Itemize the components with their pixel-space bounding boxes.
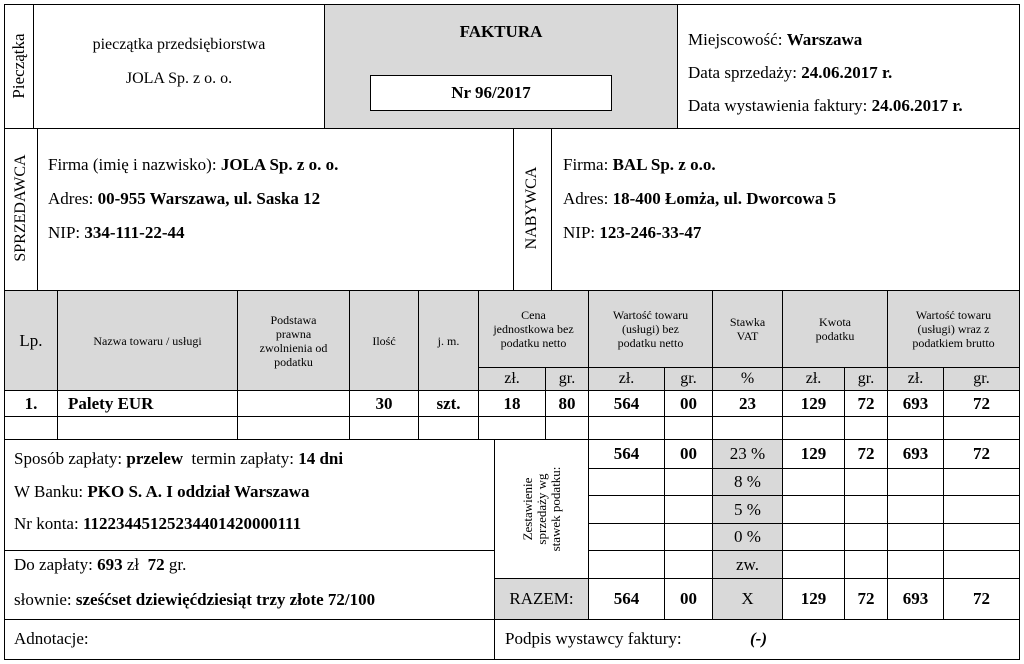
sumzw-gross-zl [887, 550, 944, 579]
sumzw-gross-gr [943, 550, 1020, 579]
sum0-net-gr [664, 523, 713, 551]
sum-rate-23: 23 % [712, 439, 783, 469]
row2-gross-zl [887, 416, 944, 440]
buyer-name-value: BAL Sp. z o.o. [612, 155, 716, 174]
total-tax-gr: 72 [844, 578, 888, 620]
sum-rate-0: 0 % [712, 523, 783, 551]
stamp-company: JOLA Sp. z o. o. [125, 70, 233, 87]
summary-side-label [521, 439, 563, 579]
issue-date-line [688, 96, 963, 116]
invoice-number-box: Nr 96/2017 [370, 75, 612, 111]
sum5-net-gr [664, 495, 713, 524]
payment-term-label: termin zapłaty: [191, 449, 294, 468]
sum23-gross-gr: 72 [943, 439, 1020, 469]
buyer-side-label: NABYWCA [523, 166, 540, 250]
col-price-header: Cena jednostkowa bez podatku netto [478, 290, 589, 368]
sumzw-tax-gr [844, 550, 888, 579]
seller-nip-line [48, 223, 184, 243]
seller-cell [37, 128, 514, 291]
amount-due-zl: 693 [97, 555, 123, 574]
sub-price-zl: zł. [478, 367, 546, 391]
sum0-tax-gr [844, 523, 888, 551]
seller-address-label: Adres: [48, 189, 94, 208]
sub-tax-gr: gr. [844, 367, 888, 391]
sub-net-gr: gr. [664, 367, 713, 391]
sum8-tax-gr [844, 468, 888, 496]
col-unit-header: j. m. [418, 290, 479, 391]
col-tax-header: Kwota podatku [782, 290, 888, 368]
bank-label: W Banku: [14, 482, 84, 501]
sub-gross-zl: zł. [887, 367, 944, 391]
sub-price-gr: gr. [545, 367, 589, 391]
total-gross-gr: 72 [943, 578, 1020, 620]
stamp-text: pieczątka przedsiębiorstwa [92, 36, 266, 53]
col-lp-header: Lp. [4, 290, 58, 391]
stamp-side-label: Pieczątka [9, 33, 28, 99]
row2-net-gr [664, 416, 713, 440]
row1-gross-zl: 693 [887, 390, 944, 417]
row1-tax-zl: 129 [782, 390, 845, 417]
sum5-gross-gr [943, 495, 1020, 524]
sum8-net-gr [664, 468, 713, 496]
signature-value: (-) [750, 629, 767, 648]
row2-price-zl [478, 416, 546, 440]
buyer-name-line [563, 155, 716, 175]
total-label: RAZEM: [494, 578, 589, 620]
sub-net-zl: zł. [588, 367, 665, 391]
place-value: Warszawa [786, 30, 863, 49]
row2-unit [418, 416, 479, 440]
sum-rate-zw: zw. [712, 550, 783, 579]
account-line [14, 514, 301, 534]
seller-nip-label: NIP: [48, 223, 81, 242]
row2-basis [237, 416, 350, 440]
total-net-gr: 00 [664, 578, 713, 620]
notes-label: Adnotacje: [14, 629, 89, 648]
payment-method-label: Sposób zapłaty: [14, 449, 123, 468]
sum8-gross-gr [943, 468, 1020, 496]
col-net-header: Wartość towaru (usługi) bez podatku netto [588, 290, 713, 368]
account-value: 11223445125234401420000111 [82, 514, 302, 533]
row1-basis [237, 390, 350, 417]
sum23-gross-zl: 693 [887, 439, 944, 469]
sum23-tax-gr: 72 [844, 439, 888, 469]
buyer-nip-label: NIP: [563, 223, 596, 242]
col-basis-header: Podstawa prawna zwolnienia od podatku [237, 290, 350, 391]
row2-tax-zl [782, 416, 845, 440]
amount-words-line [14, 590, 375, 610]
row2-gross-gr [943, 416, 1020, 440]
col-gross-header: Wartość towaru (usługi) wraz z podatkiem brutto [887, 290, 1020, 368]
sum8-net-zl [588, 468, 665, 496]
place-label: Miejscowość: [688, 30, 783, 49]
seller-address-value: 00-955 Warszawa, ul. Saska 12 [97, 189, 321, 208]
row1-net-gr: 00 [664, 390, 713, 417]
row1-vat: 23 [712, 390, 783, 417]
sub-gross-gr: gr. [943, 367, 1020, 391]
payment-method-line [14, 449, 343, 469]
sum5-tax-gr [844, 495, 888, 524]
sumzw-net-zl [588, 550, 665, 579]
col-vat-header: Stawka VAT [712, 290, 783, 368]
document-title: FAKTURA [459, 22, 543, 41]
total-gross-zl: 693 [887, 578, 944, 620]
buyer-name-label: Firma: [563, 155, 609, 174]
row2-vat [712, 416, 783, 440]
sum23-tax-zl: 129 [782, 439, 845, 469]
row2-price-gr [545, 416, 589, 440]
seller-name-value: JOLA Sp. z o. o. [220, 155, 339, 174]
amount-words-label: słownie: [14, 590, 72, 609]
sum0-gross-gr [943, 523, 1020, 551]
row1-price-zl: 18 [478, 390, 546, 417]
summary-side-label-1: Zestawienie [520, 477, 535, 541]
col-name-header: Nazwa towaru / usługi [57, 290, 238, 391]
row2-net-zl [588, 416, 665, 440]
sum0-net-zl [588, 523, 665, 551]
bank-value: PKO S. A. I oddział Warszawa [87, 482, 310, 501]
sum-rate-5: 5 % [712, 495, 783, 524]
payment-term-value: 14 dni [298, 449, 344, 468]
amount-due-zl-unit: zł [126, 555, 140, 574]
total-vat: X [712, 578, 783, 620]
signature-label: Podpis wystawcy faktury: [505, 629, 682, 648]
row2-tax-gr [844, 416, 888, 440]
amount-due-line [14, 555, 186, 575]
sum23-net-gr: 00 [664, 439, 713, 469]
sale-date-label: Data sprzedaży: [688, 63, 798, 82]
sub-tax-zl: zł. [782, 367, 845, 391]
buyer-nip-line [563, 223, 701, 243]
seller-nip-value: 334-111-22-44 [84, 223, 185, 242]
sum5-gross-zl [887, 495, 944, 524]
sum8-tax-zl [782, 468, 845, 496]
bank-line [14, 482, 310, 502]
place-line [688, 30, 862, 50]
sumzw-net-gr [664, 550, 713, 579]
row1-lp: 1. [4, 390, 58, 417]
row2-qty [349, 416, 419, 440]
col-qty-header: Ilość [349, 290, 419, 391]
row1-qty: 30 [349, 390, 419, 417]
sumzw-tax-zl [782, 550, 845, 579]
total-net-zl: 564 [588, 578, 665, 620]
sale-date-value: 24.06.2017 r. [801, 63, 893, 82]
buyer-nip-value: 123-246-33-47 [599, 223, 702, 242]
stamp-cell [33, 4, 325, 129]
seller-side-label: SPRZEDAWCA [12, 154, 29, 262]
sub-vat-pct: % [712, 367, 783, 391]
summary-side-label-3: stawek podatku: [548, 466, 563, 552]
row1-name: Palety EUR [57, 390, 238, 417]
seller-name-label: Firma (imię i nazwisko): [48, 155, 217, 174]
amount-due-gr-unit: gr. [168, 555, 187, 574]
buyer-address-line [563, 189, 836, 209]
row1-tax-gr: 72 [844, 390, 888, 417]
sum0-gross-zl [887, 523, 944, 551]
summary-side-label-2: sprzedaży wg [534, 473, 549, 545]
seller-address-line [48, 189, 320, 209]
sum-rate-8: 8 % [712, 468, 783, 496]
sum0-tax-zl [782, 523, 845, 551]
sum5-tax-zl [782, 495, 845, 524]
amount-due-gr: 72 [147, 555, 165, 574]
sale-date-line [688, 63, 892, 83]
row2-name [57, 416, 238, 440]
buyer-address-label: Adres: [563, 189, 609, 208]
total-tax-zl: 129 [782, 578, 845, 620]
seller-name-line [48, 155, 338, 175]
issue-date-value: 24.06.2017 r. [871, 96, 963, 115]
buyer-address-value: 18-400 Łomża, ul. Dworcowa 5 [612, 189, 837, 208]
row1-net-zl: 564 [588, 390, 665, 417]
account-label: Nr konta: [14, 514, 79, 533]
sum5-net-zl [588, 495, 665, 524]
row1-unit: szt. [418, 390, 479, 417]
amount-due-label: Do zapłaty: [14, 555, 93, 574]
row1-price-gr: 80 [545, 390, 589, 417]
issue-date-label: Data wystawienia faktury: [688, 96, 868, 115]
row2-lp [4, 416, 58, 440]
amount-words-value: sześćset dziewięćdziesiąt trzy złote 72/100 [75, 590, 376, 609]
payment-method-value: przelew [126, 449, 184, 468]
row1-gross-gr: 72 [943, 390, 1020, 417]
buyer-cell [551, 128, 1020, 291]
sum8-gross-zl [887, 468, 944, 496]
sum23-net-zl: 564 [588, 439, 665, 469]
